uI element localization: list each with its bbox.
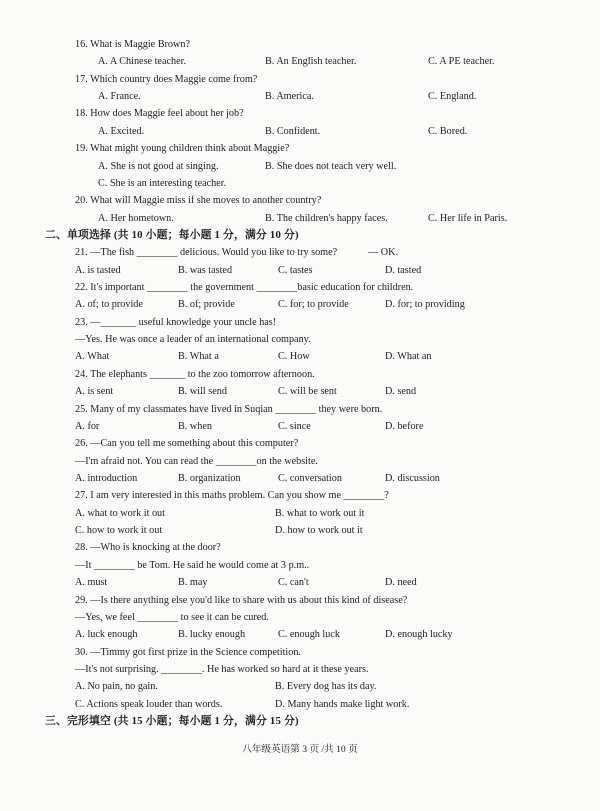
option-30-b: B. Every dog has its day. xyxy=(275,681,377,693)
option-22-a: A. of; to provide xyxy=(75,299,143,311)
option-18-c: C. Bored. xyxy=(428,125,468,137)
option-17-a: A. France. xyxy=(98,91,141,103)
option-28-b: B. may xyxy=(178,577,208,589)
option-24-c: C. will be sent xyxy=(278,386,337,398)
option-21-a: A. is tasted xyxy=(75,264,121,276)
option-23-b: B. What a xyxy=(178,351,219,363)
option-19-b: B. She does not teach very well. xyxy=(265,160,397,172)
question-stem-29: 29. —Is there anything else you'd like to share with us about this kind of disease? xyxy=(75,594,408,606)
option-26-c: C. conversation xyxy=(278,472,342,484)
option-30-c: C. Actions speak louder than words. xyxy=(75,698,223,710)
option-25-c: C. since xyxy=(278,420,311,432)
option-16-b: B. An English teacher. xyxy=(265,56,357,68)
question-stem-22: 22. It's important ________ the government ________basic education for children. xyxy=(75,282,414,294)
question-stem-26: 26. —Can you tell me something about this computer? xyxy=(75,438,299,450)
page-footer: 八年级英语第 3 页 /共 10 页 xyxy=(242,744,358,755)
question-28-line-2: —It ________ be Tom. He said he would come at 3 p.m.. xyxy=(75,559,310,571)
option-21-c: C. tastes xyxy=(278,264,313,276)
section-heading-3: 三、完形填空 (共 15 小题；每小题 1 分，满分 15 分) xyxy=(45,715,299,728)
question-stem-23: 23. —_______ useful knowledge your uncle has! xyxy=(75,316,277,328)
option-18-b: B. Confident. xyxy=(265,125,321,137)
option-28-a: A. must xyxy=(75,577,108,589)
option-26-b: B. organization xyxy=(178,472,241,484)
option-25-d: D. before xyxy=(385,420,424,432)
option-19-a: A. She is not good at singing. xyxy=(98,160,219,172)
option-26-d: D. discussion xyxy=(385,472,440,484)
question-stem-21: 21. —The fish ________ delicious. Would you like to try some? xyxy=(75,247,338,259)
question-stem-16: 16. What is Maggie Brown? xyxy=(75,39,190,50)
option-16-c: C. A PE teacher. xyxy=(428,56,495,68)
option-16-a: A. A Chinese teacher. xyxy=(98,56,186,68)
option-20-a: A. Her hometown. xyxy=(98,212,174,224)
option-20-b: B. The children's happy faces. xyxy=(265,212,388,224)
option-22-b: B. of; provide xyxy=(178,299,235,311)
question-stem-27: 27. I am very interested in this maths problem. Can you show me ________? xyxy=(75,490,389,502)
question-23-line-2: —Yes. He was once a leader of an international company. xyxy=(75,334,311,346)
question-stem-20: 20. What will Maggie miss if she moves to another country? xyxy=(75,195,322,207)
option-26-a: A. introduction xyxy=(75,472,138,484)
option-27-a: A. what to work it out xyxy=(75,507,165,519)
question-29-line-2: —Yes, we feel ________ to see it can be cured. xyxy=(75,611,269,623)
question-stem-17: 17. Which country does Maggie come from? xyxy=(75,73,258,85)
question-stem-25: 25. Many of my classmates have lived in Suqian ________ they were born. xyxy=(75,403,383,415)
question-stem-24: 24. The elephants _______ to the zoo tomorrow afternoon. xyxy=(75,368,315,380)
question-26-line-2: —I'm afraid not. You can read the ________on the website. xyxy=(75,455,318,467)
option-19-c: C. She is an interesting teacher. xyxy=(98,177,227,189)
option-23-d: D. What an xyxy=(385,351,432,363)
option-29-b: B. lucky enough xyxy=(178,629,246,641)
option-28-d: D. need xyxy=(385,577,417,589)
question-stem-19: 19. What might young children think about Maggie? xyxy=(75,143,290,155)
option-29-d: D. enough lucky xyxy=(385,629,453,641)
question-21-reply: — OK. xyxy=(368,247,398,259)
option-27-b: B. what to work out it xyxy=(275,507,365,519)
option-25-a: A. for xyxy=(75,420,100,432)
option-21-d: D. tasted xyxy=(385,264,422,276)
question-stem-28: 28. —Who is knocking at the door? xyxy=(75,542,221,554)
option-20-c: C. Her life in Paris. xyxy=(428,212,508,224)
section-heading-2: 二、单项选择 (共 10 小题；每小题 1 分，满分 10 分) xyxy=(45,228,299,241)
option-27-d: D. how to work out it xyxy=(275,525,363,537)
option-28-c: C. can't xyxy=(278,577,309,589)
question-stem-18: 18. How does Maggie feel about her job? xyxy=(75,108,244,120)
option-29-a: A. luck enough xyxy=(75,629,138,641)
question-stem-30: 30. —Timmy got first prize in the Science competition. xyxy=(75,646,301,658)
option-24-b: B. will send xyxy=(178,386,227,398)
option-22-c: C. for; to provide xyxy=(278,299,349,311)
option-30-a: A. No pain, no gain. xyxy=(75,681,158,693)
option-24-a: A. is sent xyxy=(75,386,114,398)
option-25-b: B. when xyxy=(178,420,212,432)
option-24-d: D. send xyxy=(385,386,417,398)
question-list xyxy=(0,36,600,730)
option-18-a: A. Excited. xyxy=(98,125,145,137)
option-27-c: C. how to work it out xyxy=(75,525,163,537)
option-21-b: B. was tasted xyxy=(178,264,233,276)
option-22-d: D. for; to providing xyxy=(385,299,465,311)
option-23-c: C. How xyxy=(278,351,310,363)
option-17-c: C. England. xyxy=(428,91,477,103)
question-30-line-2: —It's not surprising. ________. He has worked so hard at it these years. xyxy=(75,663,369,675)
option-23-a: A. What xyxy=(75,351,110,363)
option-30-d: D. Many hands make light work. xyxy=(275,698,410,710)
option-29-c: C. enough luck xyxy=(278,629,340,641)
option-17-b: B. America. xyxy=(265,91,314,103)
